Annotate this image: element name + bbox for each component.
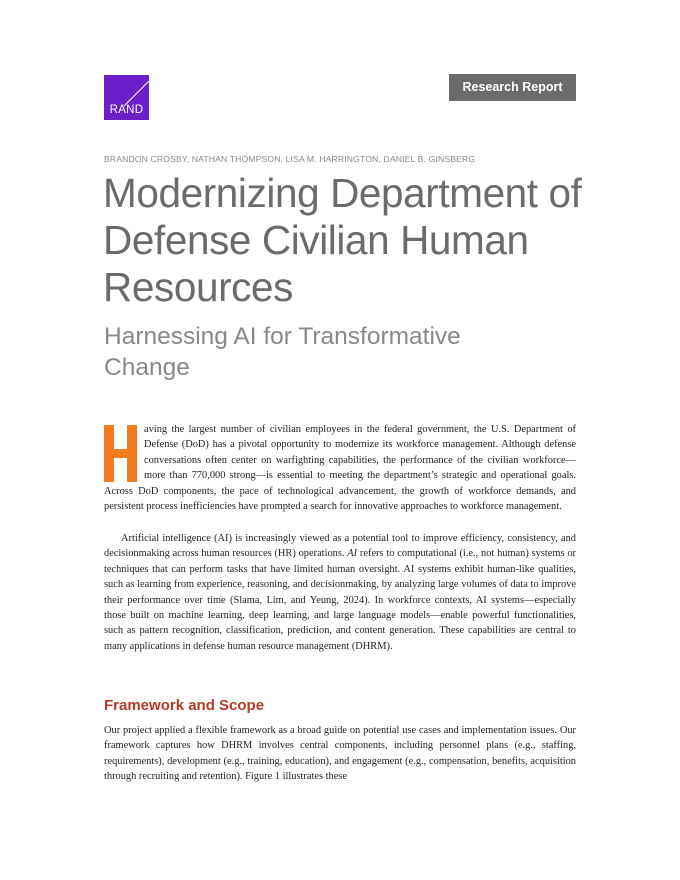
ai-paragraph-part-a: Artificial intelligence (AI) is increasingly viewed as a potential tool to improve efficiency, consistency, and decisionmaking across human resources (HR) operations.	[104, 533, 576, 560]
report-title: Modernizing Department of Defense Civilian Human Resources	[103, 170, 582, 310]
framework-paragraph: Our project applied a flexible framework as a broad guide on potential use cases and implementation issues. Our framework captures how DHRM involves central components, including personnel plans (e.g., staffing, requirements), development (e.g., training, education), and engagement (e.g., compensation, benefits, acquisition through recruiting and retention). Figure 1 illustrates these	[104, 725, 576, 783]
logo-text: RAND	[109, 104, 144, 116]
drop-cap-h-icon	[104, 425, 137, 482]
rand-logo	[104, 75, 149, 120]
section-heading: Framework and Scope	[104, 697, 265, 714]
intro-paragraph-text: aving the largest number of civilian employees in the federal government, the U.S. Department of Defense (DoD) has a pivotal opportunity to modernize its workforce management. Although defense conversations often center on warfighting capabilities, the performance of the civilian workforce—more than 770,000 strong—is essential to meeting the department’s strategic and operational goals. Across DoD components, the pace of technological advancement, the growth of workforce demands, and persistent process inefficiencies have prompted a search for innovative approaches to workforce management.	[104, 424, 576, 513]
report-subtitle: Harnessing AI for Transformative Change	[104, 323, 461, 381]
ai-paragraph	[104, 531, 576, 654]
intro-paragraph	[104, 422, 576, 514]
ai-paragraph-part-b: refers to computational (i.e., not human) systems or techniques that can perform tasks that have limited human oversight. AI systems exhibit human-like qualities, such as learning from experience, reasoning, and decisionmaking, by analyzing large volumes of data to improve their performance over time (Slama, Lim, and Yeung, 2024). In workforce contexts, AI systems—especially those built on machine learning, deep learning, and large language models—enable powerful functionalities, such as pattern recognition, classification, prediction, and content generation. These capabilities are central to many applications in defense human resource management (DHRM).	[104, 548, 576, 652]
drop-cap	[104, 425, 137, 482]
ai-term: AI	[347, 548, 358, 560]
report-type-badge: Research Report	[449, 74, 576, 101]
author-list: BRANDON CROSBY, NATHAN THOMPSON, LISA M. HARRINGTON, DANIEL B. GINSBERG	[104, 154, 476, 164]
